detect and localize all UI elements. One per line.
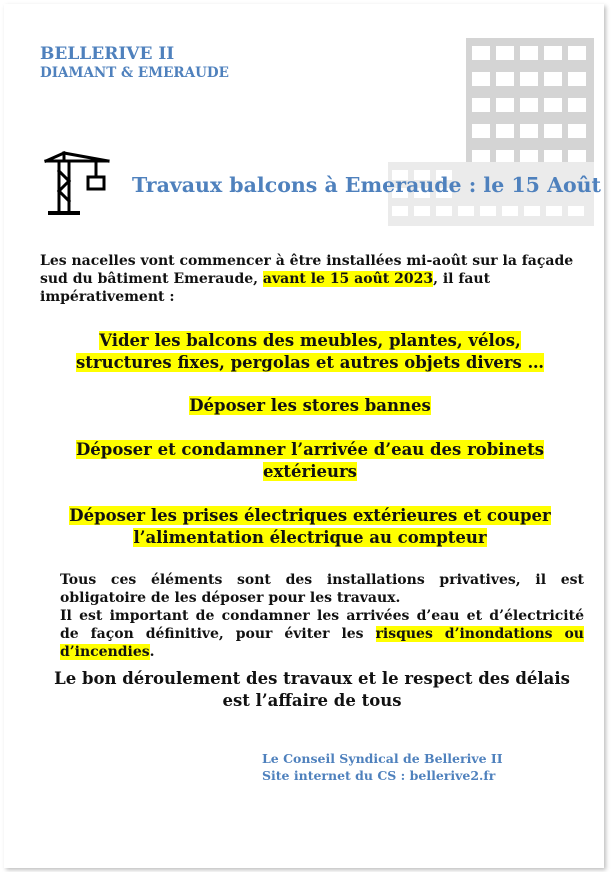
action-text: Déposer les prises électriques extérieures et couper l’alimentation électrique au compteur: [69, 506, 551, 547]
action-item: [54, 330, 566, 374]
explanation-line1: Tous ces éléments sont des installations privatives, il est obligatoire de les déposer pour les travaux.: [60, 572, 584, 606]
risk-highlight: risques d’inondations ou d’incendies: [60, 626, 584, 660]
closing-statement: Le bon déroulement des travaux et le respect des délais est l’affaire de tous: [54, 669, 570, 710]
signature-block: [262, 750, 503, 784]
organization-name: BELLERIVE II: [40, 44, 175, 64]
document-page: [4, 4, 604, 868]
explanation-line2-end: .: [149, 644, 155, 660]
intro-deadline-highlight: avant le 15 août 2023: [262, 271, 434, 287]
organization-header: [40, 44, 229, 82]
crane-icon: [44, 149, 112, 217]
action-item: [54, 439, 566, 483]
intro-text: [40, 252, 588, 306]
building-illustration: [388, 36, 594, 226]
signature-council: Le Conseil Syndical de Bellerive II: [262, 751, 503, 766]
action-text: Déposer les stores bannes: [189, 396, 431, 415]
page-title: Travaux balcons à Emeraude : le 15 Août: [132, 173, 602, 197]
intro-part1: Les nacelles vont commencer à être installées mi-août sur la façade sud du bâtiment Emeraude,: [40, 253, 574, 287]
signature-website: Site internet du CS : bellerive2.fr: [262, 768, 496, 783]
action-item: [54, 505, 566, 549]
explanation-paragraph: [60, 571, 584, 661]
explanation-line2: Il est important de condamner les arrivées d’eau et d’électricité de façon définitive, pour éviter les: [60, 608, 584, 642]
action-text: Déposer et condamner l’arrivée d’eau des robinets extérieurs: [76, 440, 544, 481]
action-text: Vider les balcons des meubles, plantes, vélos, structures fixes, pergolas et autres objets divers …: [75, 331, 545, 372]
intro-part2: , il faut impérativement :: [40, 271, 491, 305]
action-item: [54, 395, 566, 417]
organization-subtitle: DIAMANT & EMERAUDE: [40, 65, 229, 81]
